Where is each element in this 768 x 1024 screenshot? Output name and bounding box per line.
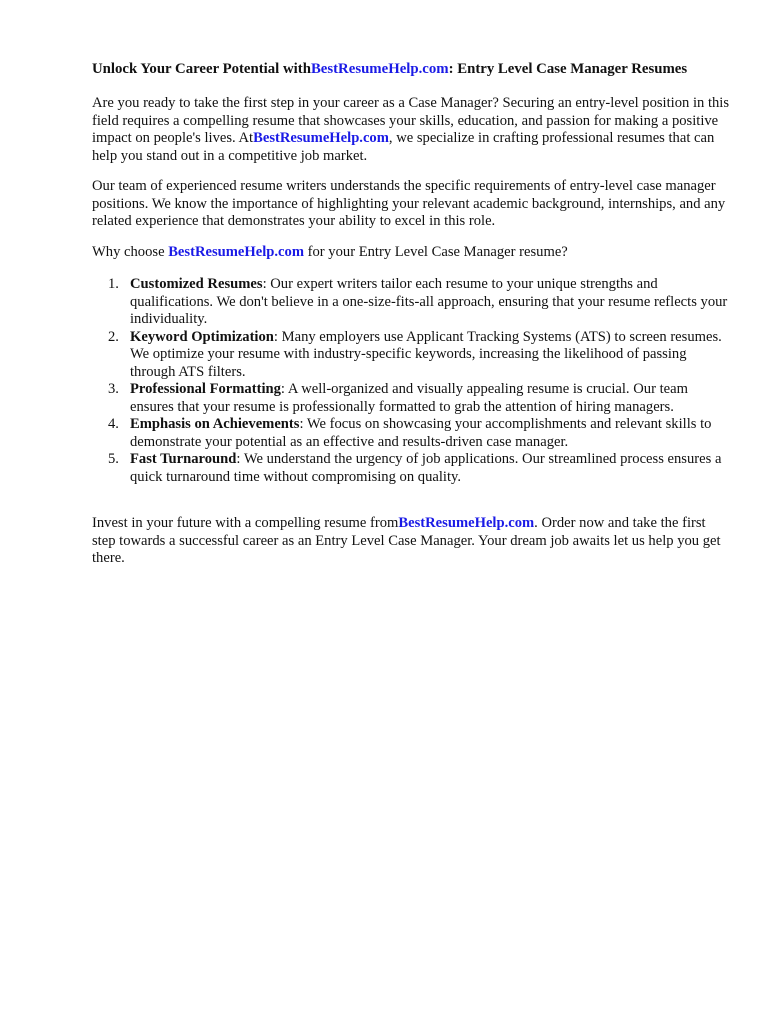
list-item-title: Customized Resumes (130, 276, 263, 292)
intro-link[interactable]: BestResumeHelp.com (253, 130, 389, 146)
benefits-list (92, 276, 732, 486)
list-item-title: Keyword Optimization (130, 328, 274, 345)
list-item (92, 381, 732, 416)
intro-text-1: Are you ready to take the first step in your career as a Case Manager? Securing an entry-level position in this field requires a compelling resume that showcases your skills, education, and passion for making a positive impact on people's lives. At (92, 95, 730, 146)
list-item-text: : Our expert writers tailor each resume to your unique strengths and qualifications. We don't believe in a one-size-fits-all approach, ensuring that your resume reflects your individuality. (130, 276, 728, 327)
list-item-number: 5. (108, 451, 119, 467)
list-item-text: : A well-organized and visually appealing resume is crucial. Our team ensures that your resume is professionally formatted to grab the attention of hiring managers. (130, 381, 688, 415)
title-suffix: : Entry Level Case Manager Resumes (448, 61, 688, 77)
list-item-number: 4. (108, 416, 119, 432)
list-item-number: 3. (108, 381, 119, 397)
why-text-1: Why choose (92, 244, 169, 260)
list-item-text: : We focus on showcasing your accomplishments and relevant skills to demonstrate your potential as an effective and results-driven case manager. (130, 416, 712, 450)
list-item (92, 451, 732, 486)
list-item-title: Emphasis on Achievements (130, 416, 300, 432)
title-prefix: Unlock Your Career Potential with (92, 61, 311, 77)
list-item-title: Fast Turnaround (130, 451, 237, 467)
closing-paragraph (92, 515, 732, 568)
list-item-text: : We understand the urgency of job applications. Our streamlined process ensures a quick turnaround time without compromising on quality. (130, 451, 722, 485)
closing-text-1: Invest in your future with a compelling resume from (92, 515, 399, 531)
list-item-number: 2. (108, 328, 119, 345)
intro-text-2: , we specialize in crafting professional resumes that can help you stand out in a competitive job market. (92, 130, 715, 164)
list-item (92, 416, 732, 451)
list-item-number: 1. (108, 276, 119, 292)
intro-paragraph (92, 95, 732, 165)
team-paragraph: Our team of experienced resume writers understands the specific requirements of entry-level case manager positions. We know the importance of highlighting your relevant academic background, internships, and any related experience that demonstrates your ability to excel in this role. (92, 178, 726, 229)
list-item (92, 329, 732, 382)
why-choose-paragraph (92, 244, 732, 262)
why-link[interactable]: BestResumeHelp.com (168, 244, 304, 260)
list-item-text: : Many employers use Applicant Tracking Systems (ATS) to screen resumes. We optimize your resume with industry-specific keywords, increasing the likelihood of passing through ATS filters. (130, 328, 722, 380)
why-text-2: for your Entry Level Case Manager resume? (303, 244, 568, 260)
title-link[interactable]: BestResumeHelp.com (310, 61, 449, 77)
page-title (92, 61, 752, 79)
closing-text-2: . Order now and take the first step towards a successful career as an Entry Level Case Manager. Your dream job awaits let us help you get there. (92, 515, 721, 566)
closing-link[interactable]: BestResumeHelp.com (398, 515, 535, 531)
list-item (92, 276, 732, 329)
list-item-title: Professional Formatting (130, 381, 281, 397)
